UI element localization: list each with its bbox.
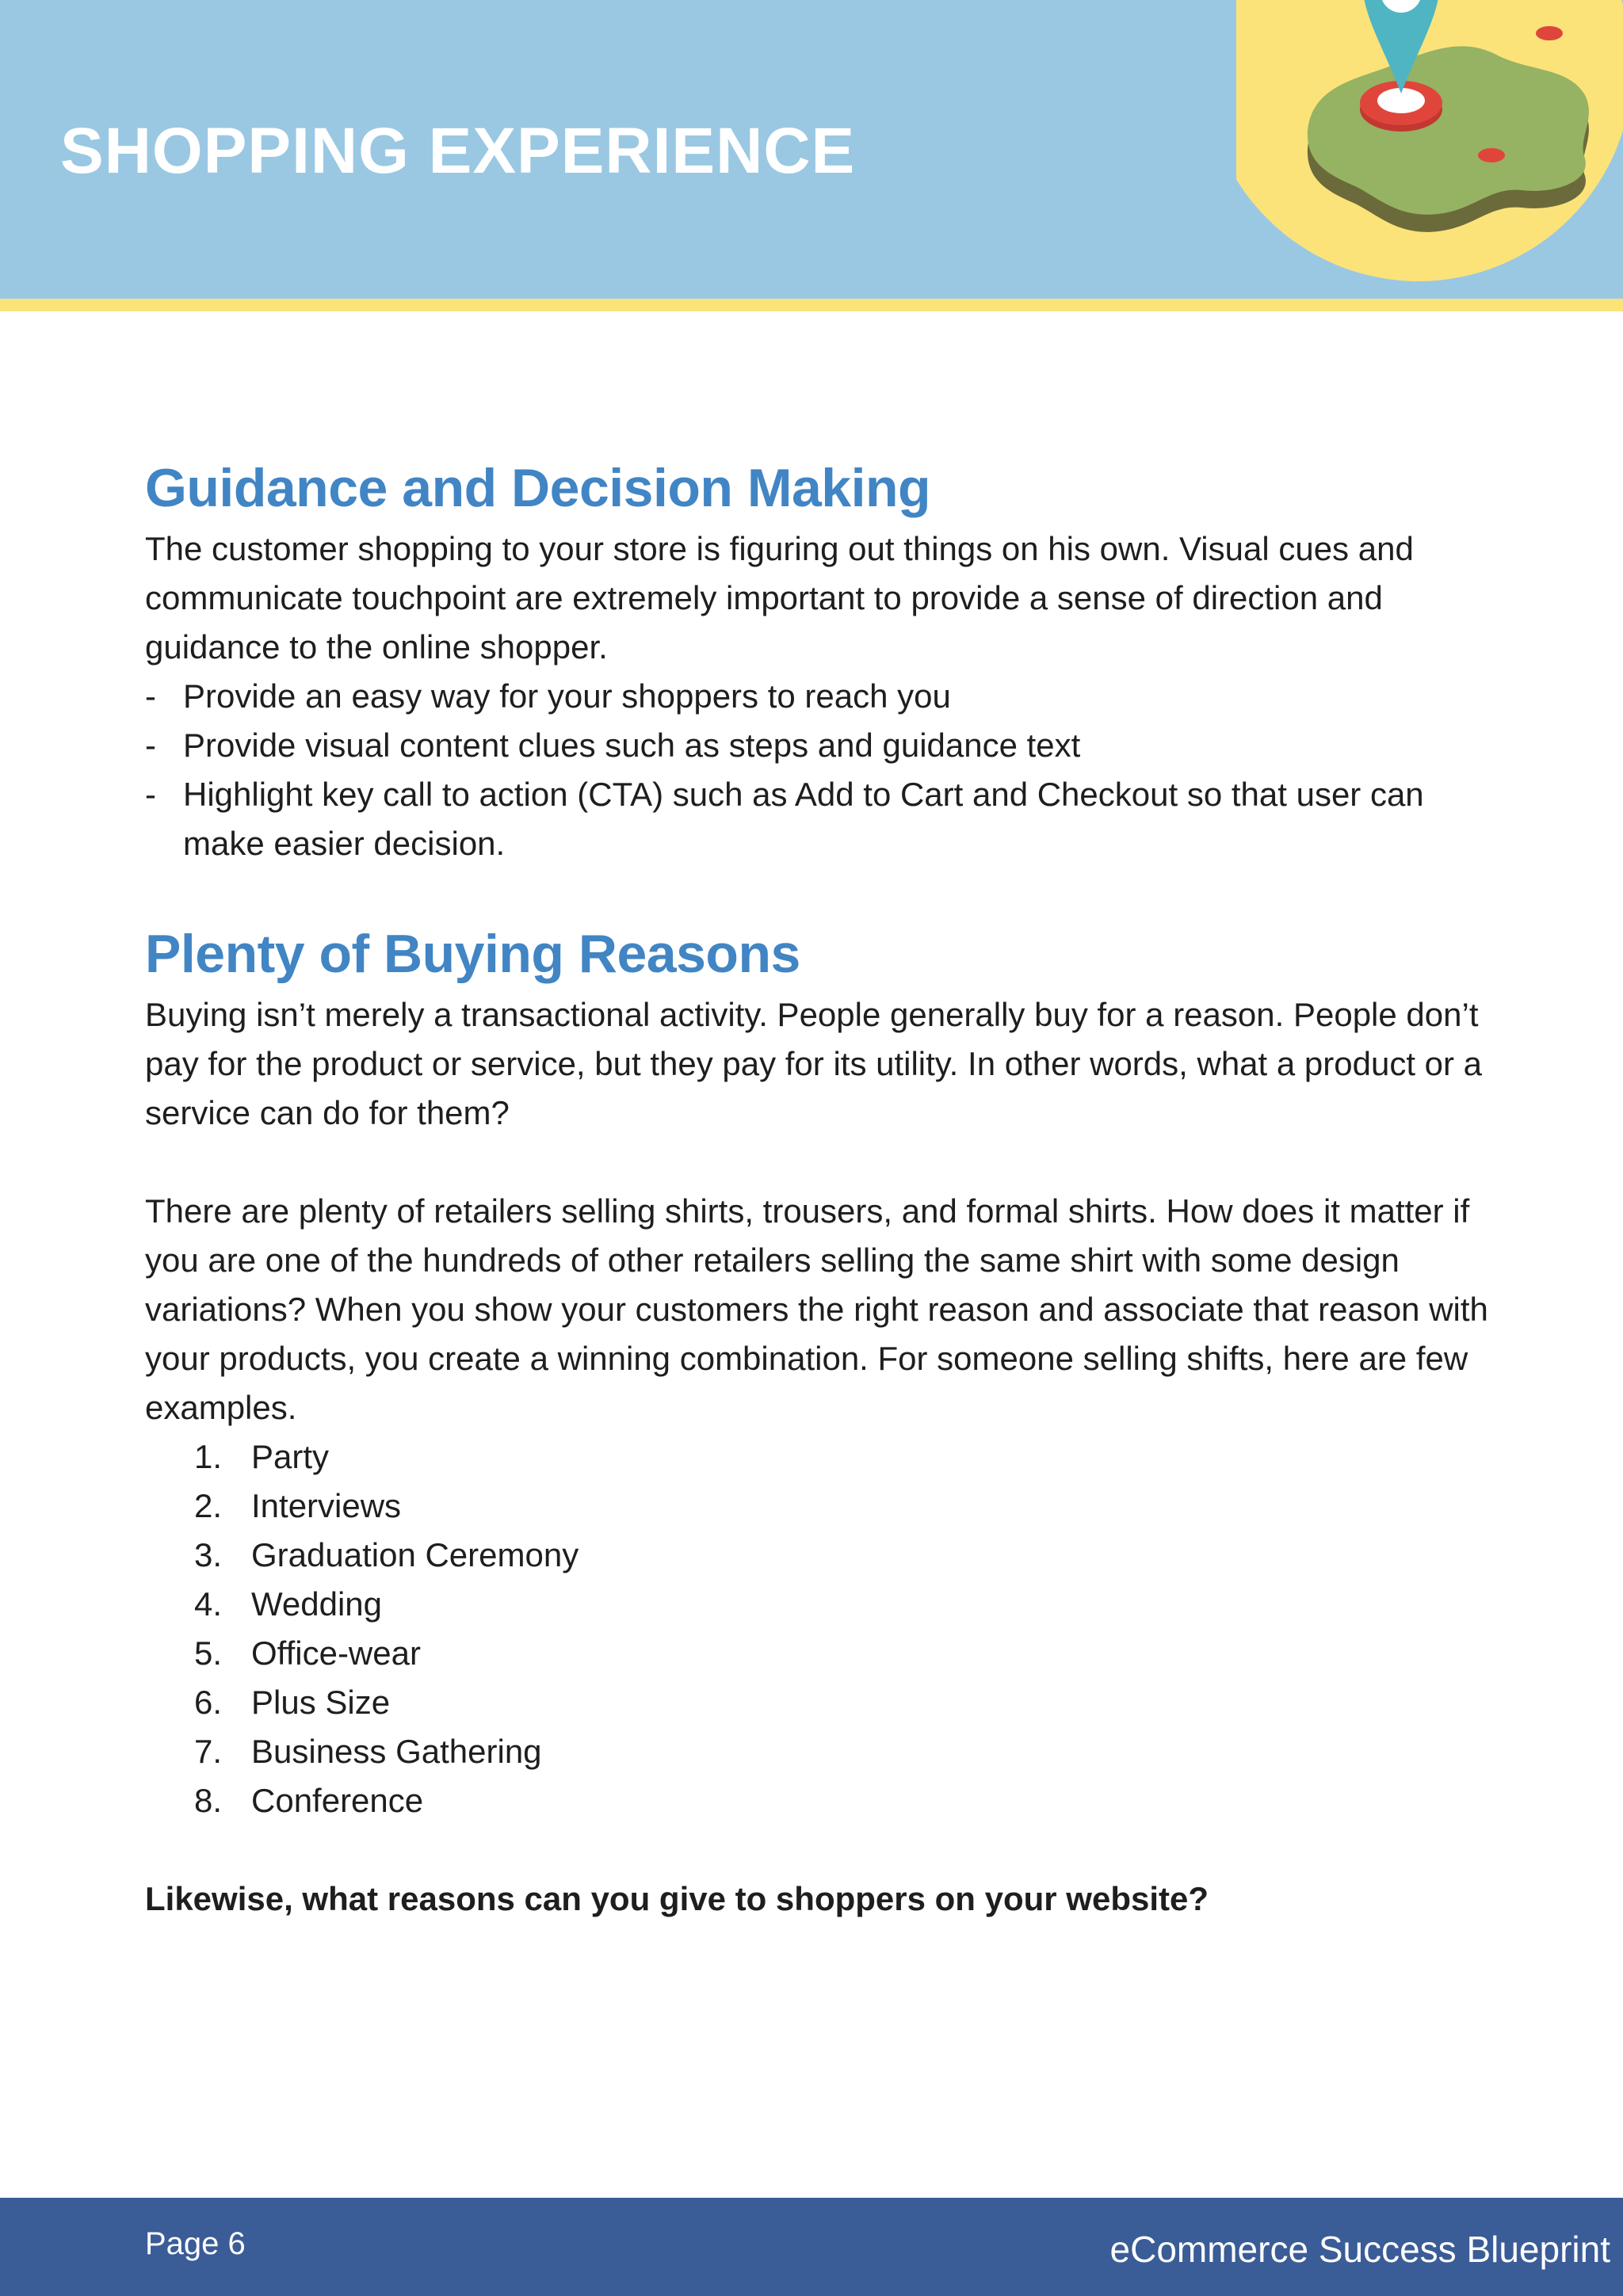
list-item xyxy=(145,1727,1508,1776)
list-number: 8. xyxy=(194,1782,223,1819)
list-item xyxy=(145,1531,1508,1580)
section-paragraph: Buying isn’t merely a transactional activity. People generally buy for a reason. People don’t pay for the product or service, but they pay for its utility. In other words, what a product or a service can do for them? xyxy=(145,996,1483,1131)
list-item xyxy=(145,672,1508,721)
list-item-text: Wedding xyxy=(251,1585,383,1623)
list-item-text: Office-wear xyxy=(251,1634,421,1672)
bullet-dash: - xyxy=(145,677,156,715)
list-number: 6. xyxy=(194,1684,223,1721)
list-number: 7. xyxy=(194,1733,223,1770)
footer-brand-title: eCommerce Success Blueprint xyxy=(1109,2229,1610,2270)
header-accent-stripe xyxy=(0,299,1623,311)
list-item-text: Provide an easy way for your shoppers to reach you xyxy=(183,677,951,715)
list-number: 3. xyxy=(194,1536,223,1573)
bullet-list xyxy=(145,672,1508,868)
list-item-text: Interviews xyxy=(251,1487,402,1524)
page-footer xyxy=(0,2198,1623,2296)
list-item-text: Plus Size xyxy=(251,1684,391,1721)
closing-question: Likewise, what reasons can you give to shoppers on your website? xyxy=(145,1880,1209,1917)
section-heading: Plenty of Buying Reasons xyxy=(145,924,800,984)
bullet-dash: - xyxy=(145,727,156,764)
list-item-text: Conference xyxy=(251,1782,424,1819)
page-content xyxy=(145,452,1508,1924)
list-number: 5. xyxy=(194,1634,223,1672)
list-number: 1. xyxy=(194,1438,223,1475)
section-paragraph: The customer shopping to your store is figuring out things on his own. Visual cues and communicate touchpoint are extremely important to provide a sense of direction and guidance to the online shopper. xyxy=(145,530,1414,666)
list-number: 2. xyxy=(194,1487,223,1524)
list-item xyxy=(145,1580,1508,1629)
bullet-dash: - xyxy=(145,776,156,813)
numbered-list xyxy=(145,1432,1508,1825)
list-item xyxy=(145,1432,1508,1482)
list-item xyxy=(145,1482,1508,1531)
map-location-pin-icon xyxy=(1236,0,1623,299)
list-item-text: Provide visual content clues such as steps and guidance text xyxy=(183,727,1081,764)
list-item xyxy=(145,1629,1508,1678)
section-paragraph: There are plenty of retailers selling shirts, trousers, and formal shirts. How does it matter if you are one of the hundreds of other retailers selling the same shirt with some design variations? When you show your customers the right reason and associate that reason with your products, you create a winning combination. For someone selling shifts, here are few examples. xyxy=(145,1192,1488,1426)
list-item xyxy=(145,770,1508,868)
page-header-title: SHOPPING EXPERIENCE xyxy=(60,115,856,187)
list-item-text: Highlight key call to action (CTA) such as Add to Cart and Checkout so that user can make easier decision. xyxy=(183,776,1424,862)
page-number: Page 6 xyxy=(145,2226,246,2261)
section-heading: Guidance and Decision Making xyxy=(145,458,931,518)
list-number: 4. xyxy=(194,1585,223,1623)
list-item-text: Party xyxy=(251,1438,330,1475)
list-item-text: Graduation Ceremony xyxy=(251,1536,579,1573)
list-item xyxy=(145,721,1508,770)
list-item-text: Business Gathering xyxy=(251,1733,542,1770)
page-header xyxy=(0,0,1623,299)
list-item xyxy=(145,1678,1508,1727)
list-item xyxy=(145,1776,1508,1825)
